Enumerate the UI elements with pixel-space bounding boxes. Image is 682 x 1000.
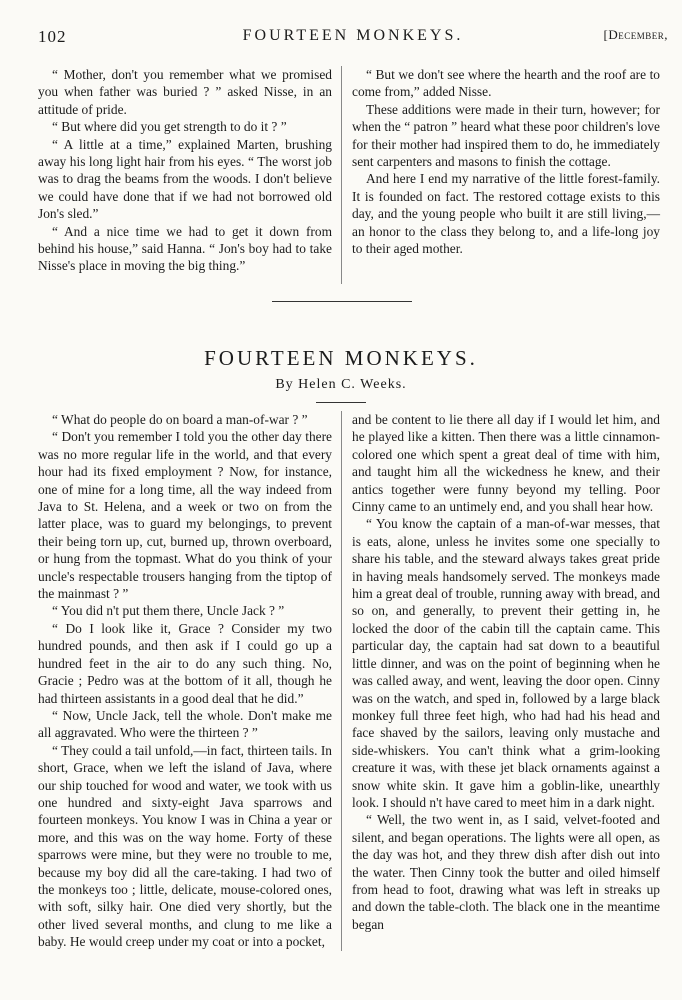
paragraph: “ But where did you get strength to do it ? ” (52, 119, 287, 135)
paragraph: “ They could a tail unfold,—in fact, thirteen tails. In short, Grace, when we left the island of Java, where our ship touched for wood and water, we took with us one hundred and sixty-eight Java sparrows and fourteen monkeys. You know I was in China a year or more, and this was on the way home. Forty of these sparrows were mine, but they were no trouble to me, because my boy did all the care-taking. I had two of the monkeys too ; little, delicate, mouse-colored ones, with soft, silky hair. One died very shortly, but the other lived several months, and clung to me like a baby. He would creep under my coat or into a pocket, (38, 742, 332, 950)
paragraph: “ Well, the two went in, as I said, velvet-footed and silent, and began operations. The lights were all open, as the day was hot, and they threw dish after dish out into the water. Then Cinny took the butter and oiled himself from head to foot, drawing what was left in streaks up and down the table-cloth. The black one in the meantime began (352, 812, 660, 932)
article-left-column (38, 411, 332, 951)
page-number: 102 (38, 27, 67, 46)
running-title: FOURTEEN MONKEYS. (242, 27, 464, 44)
article-title: FOURTEEN MONKEYS. (204, 346, 478, 370)
article-right-column (352, 411, 660, 933)
paragraph: and be content to lie there all day if I would let him, and he played like a kitten. Then there was a little cinnamon-colored one which spent a great deal of time with him, and taught him all the wickedness he knew, and their antics together were funny beyond my telling. Poor Cinny came to an untimely end, and you shall hear how. (352, 412, 660, 515)
paragraph: “ And a nice time we had to get it down from behind his house,” said Hanna. “ Jon's boy had to take Nisse's place in moving the big thing.” (38, 223, 332, 274)
column-divider (341, 411, 342, 951)
prev-article-right-column (352, 66, 660, 257)
paragraph: “ What do people do on board a man-of-war ? ” (52, 412, 308, 427)
paragraph: And here I end my narrative of the little forest-family. It is founded on fact. The restored cottage exists to this day, and the young people who built it are still living,—an honor to the class they belong to, and a life-long joy to their aged mother. (352, 171, 660, 257)
paragraph: “ You know the captain of a man-of-war messes, that is eats, alone, unless he invites some one specially to share his table, and the steward always takes great pride in having meals handsomely served. The monkeys made him a great deal of trouble, running away with bread, and so on, and generally, to prevent their getting in, he locked the door of the cabin till the captain came. This particular day, the captain had sat down to a beautiful little dinner, and was on the point of beginning when he was called away, and went, leaving the door open. Cinny was on the watch, and sped in, followed by a large black monkey full three feet high, who had had his head and face shaved by the sailors, leaving only mustache and side-whiskers. You can't think what a grim-looking creature it was, with these jet black ornaments against a snow white skin. It gave him a goblin-like, unearthly look. I should n't have cared to meet him in a dark night. (352, 516, 660, 810)
section-divider (272, 301, 412, 302)
column-divider (341, 66, 342, 284)
paragraph: “ A little at a time,” explained Marten, brushing away his long light hair from his eyes. “ The worst job was to drag the beams from the woods. I don't believe we could have done that if we had not borrowed old Jon's sled.” (38, 136, 332, 222)
paragraph: “ But we don't see where the hearth and the roof are to come from,” added Nisse. (352, 67, 660, 100)
byline-divider (316, 402, 366, 403)
article-byline: By Helen C. Weeks. (275, 377, 407, 392)
paragraph: These additions were made in their turn, however; for when the “ patron ” heard what these poor children's love for their mother had inspired them to do, he immediately sent carpenters and masons to finish the cottage. (352, 101, 660, 170)
prev-article-left-column (38, 66, 332, 275)
paragraph: “ Mother, don't you remember what we promised you when father was buried ? ” asked Nisse, in an attitude of pride. (38, 67, 332, 117)
page-header (38, 27, 668, 47)
paragraph: “ Don't you remember I told you the other day there was no more regular life in the world, and that every hour had its fixed employment ? Now, for instance, one of mine for a long time, all the way indeed from Java to St. Helena, and a week or two on from the latter place, was to guard my belongings, to prevent their being torn up, cut, burned up, thrown overboard, or hung from the topmast. What do you think of your uncle's respectable trousers hanging from the tiptop of the mainmast ? ” (38, 429, 332, 602)
issue-month: [December, (603, 27, 668, 42)
paragraph: “ Do I look like it, Grace ? Consider my two hundred pounds, and then ask if I could go up a hundred feet in the air to do any such thing. No, Gracie ; Pedro was at the bottom of it all, though he had thirteen assistants in a good deal that he did.” (38, 620, 332, 706)
paragraph: “ You did n't put them there, Uncle Jack ? ” (52, 603, 285, 619)
paragraph: “ Now, Uncle Jack, tell the whole. Don't make me all aggravated. Who were the thirteen ? ” (38, 707, 332, 741)
